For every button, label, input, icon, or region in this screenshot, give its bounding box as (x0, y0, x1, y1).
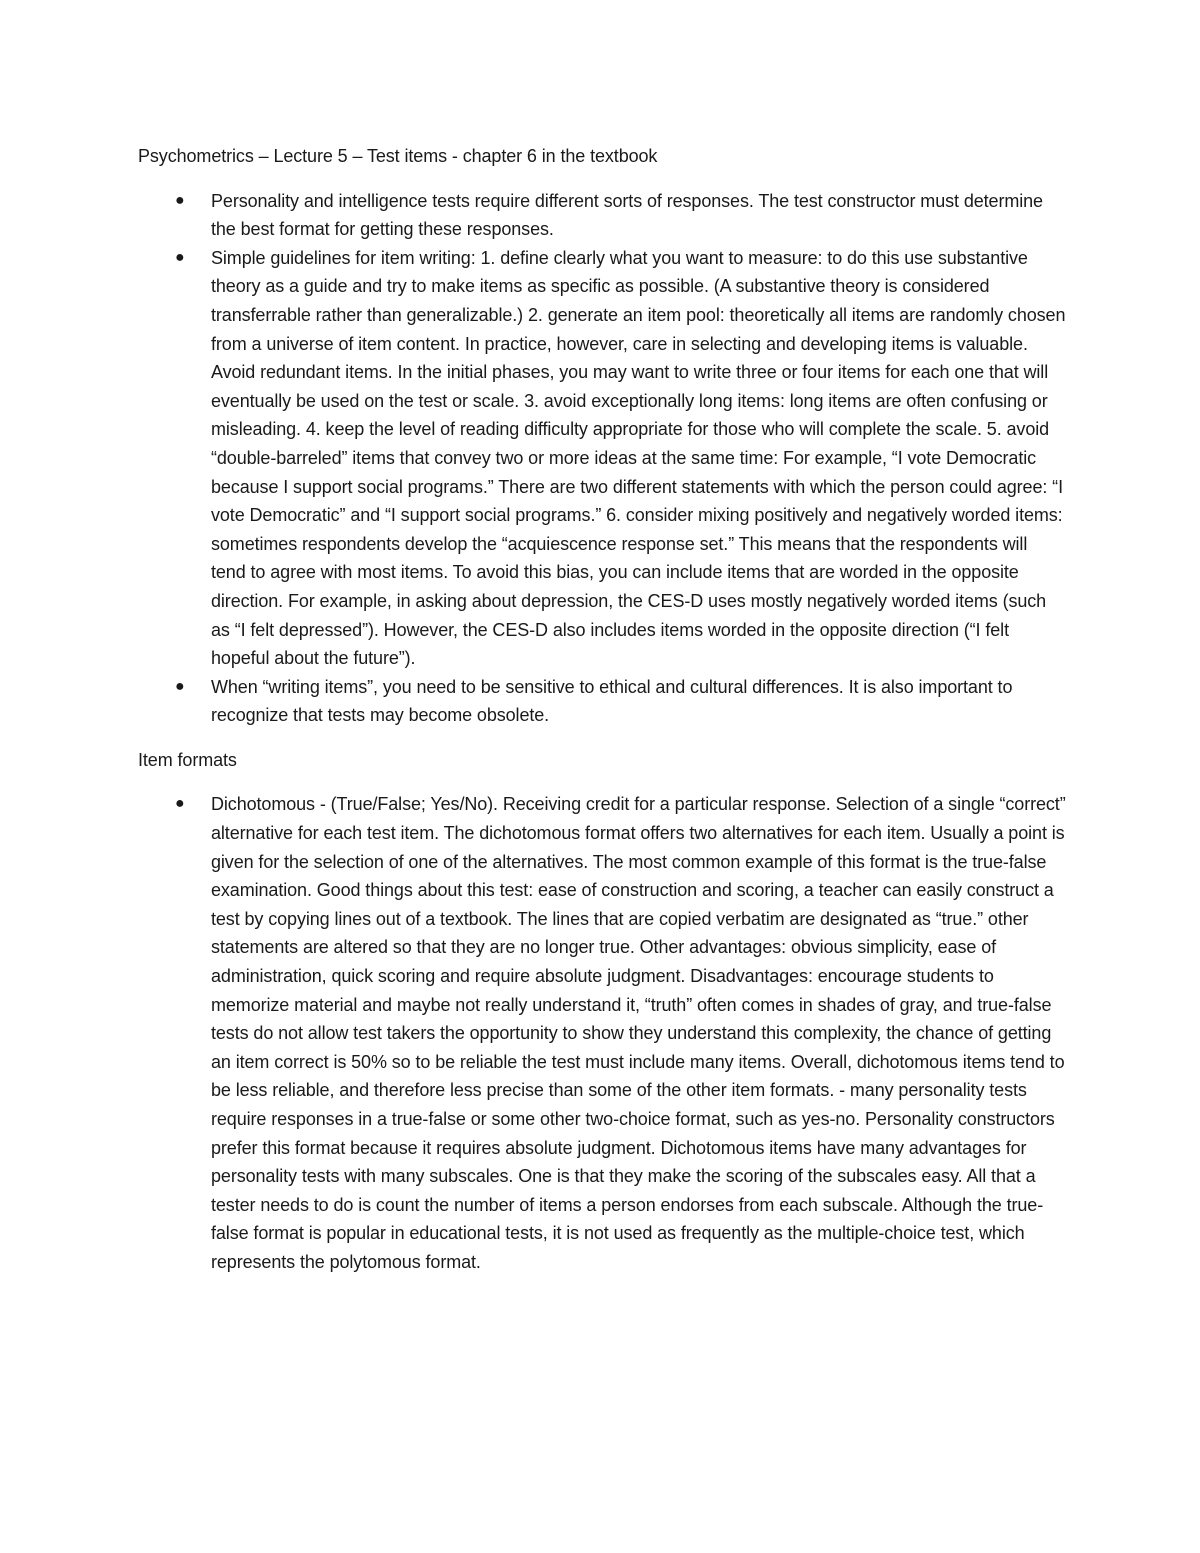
list-item (138, 187, 1066, 244)
list-item-text: Dichotomous - (True/False; Yes/No). Receiving credit for a particular response. Selection of a single “correct” alternative for each test item. The dichotomous format offers two alternatives for each item. Usually a point is given for the selection of one of the alternatives. The most common example of this format is the true-false examination. Good things about this test: ease of construction and scoring, a teacher can easily construct a test by copying lines out of a textbook. The lines that are copied verbatim are designated as “true.” other statements are altered so that they are no longer true. Other advantages: obvious simplicity, ease of administration, quick scoring and require absolute judgment. Disadvantages: encourage students to memorize material and maybe not really understand it, “truth” often comes in shades of gray, and true-false tests do not allow test takers the opportunity to show they understand this complexity, the chance of getting an item correct is 50% so to be reliable the test must include many items. Overall, dichotomous items tend to be less reliable, and therefore less precise than some of the other item formats. - many personality tests require responses in a true-false or some other two-choice format, such as yes-no. Personality constructors prefer this format because it requires absolute judgment. Dichotomous items have many advantages for personality tests with many subscales. One is that they make the scoring of the subscales easy. All that a tester needs to do is count the number of items a person endorses from each subscale. Although the true-false format is popular in educational tests, it is not used as frequently as the multiple-choice test, which represents the polytomous format. (211, 794, 1066, 1272)
list-item-text: When “writing items”, you need to be sensitive to ethical and cultural differences. It is also important to recognize that tests may become obsolete. (211, 676, 1013, 726)
list-item (138, 673, 1066, 730)
document-body (138, 142, 1066, 1277)
bullet-icon: ● (175, 677, 185, 695)
list-item (138, 790, 1066, 1276)
document-title: Psychometrics – Lecture 5 – Test items - chapter 6 in the textbook (138, 146, 658, 166)
bullet-icon: ● (175, 248, 185, 266)
list-item-text: Simple guidelines for item writing: 1. define clearly what you want to measure: to do this use substantive theory as a guide and try to make items as specific as possible. (A substantive theory is considered transferrable rather than generalizable.) 2. generate an item pool: theoretically all items are randomly chosen from a universe of item content. In practice, however, care in selecting and developing items is valuable. Avoid redundant items. In the initial phases, you may want to write three or four items for each one that will eventually be used on the test or scale. 3. avoid exceptionally long items: long items are often confusing or misleading. 4. keep the level of reading difficulty appropriate for those who will complete the scale. 5. avoid “double-barreled” items that convey two or more ideas at the same time: For example, “I vote Democratic because I support social programs.” There are two different statements with which the person could agree: “I vote Democratic” and “I support social programs.” 6. consider mixing positively and negatively worded items: sometimes respondents develop the “acquiescence response set.” This means that the respondents will tend to agree with most items. To avoid this bias, you can include items that are worded in the opposite direction. For example, in asking about depression, the CES-D uses mostly negatively worded items (such as “I felt depressed”). However, the CES-D also includes items worded in the opposite direction (“I felt hopeful about the future”). (211, 247, 1066, 669)
bullet-icon: ● (175, 795, 185, 813)
list-item (138, 244, 1066, 673)
bullet-icon: ● (175, 191, 185, 209)
list-item-text: Personality and intelligence tests require different sorts of responses. The test constructor must determine the best format for getting these responses. (211, 190, 1043, 240)
section-heading: Item formats (138, 749, 237, 770)
intro-bullet-list (138, 187, 1066, 730)
format-bullet-list (138, 790, 1066, 1276)
